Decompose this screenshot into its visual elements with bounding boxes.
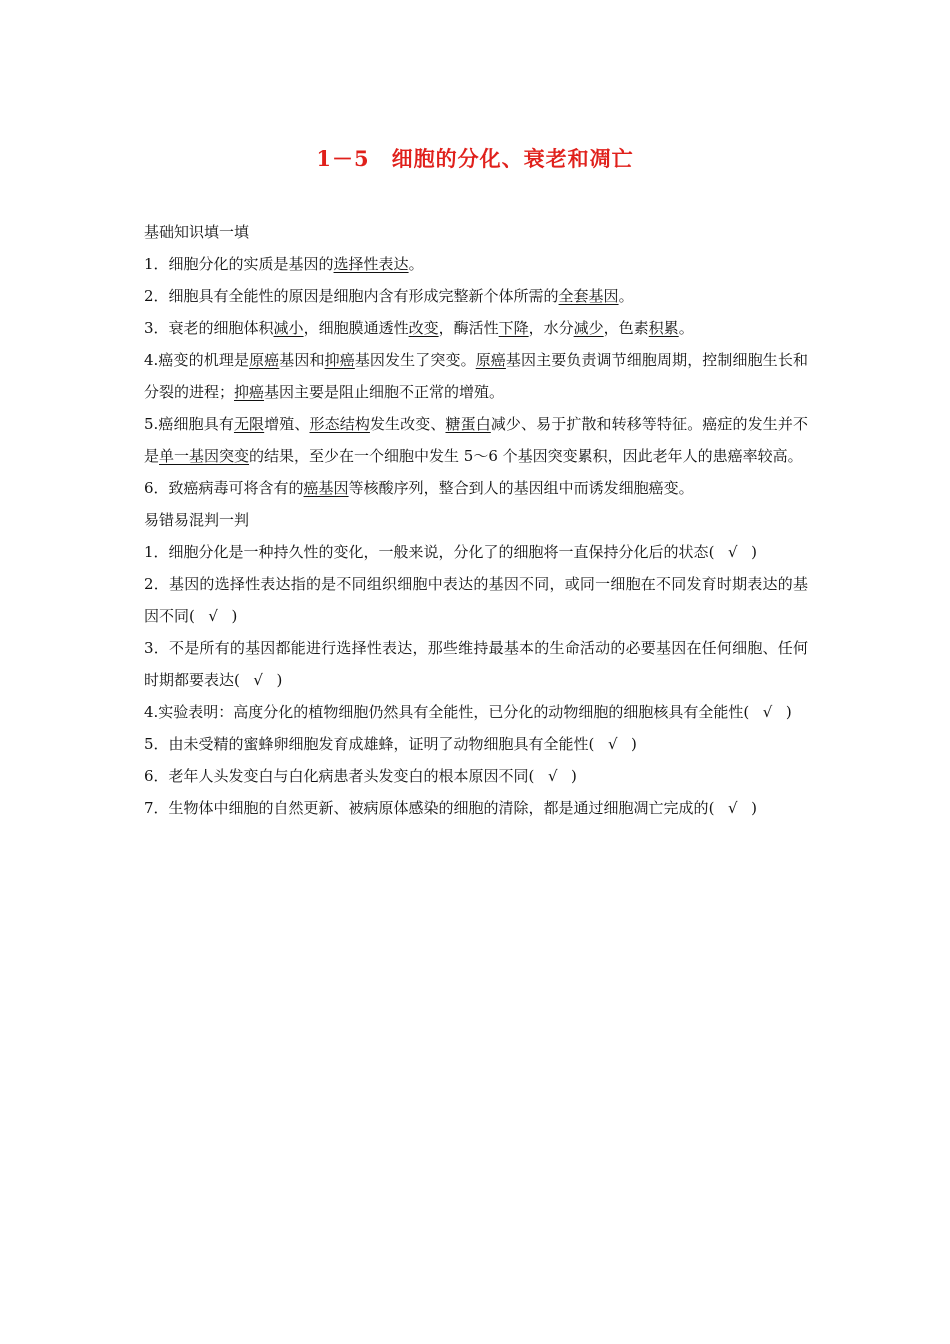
document-body xyxy=(144,216,808,824)
judgement-item: 2．基因的选择性表达指的是不同组织细胞中表达的基因不同，或同一细胞在不同发育时期表达的基因不同( √ ) xyxy=(144,568,808,632)
judgement-item: 4.实验表明：高度分化的植物细胞仍然具有全能性，已分化的动物细胞的细胞核具有全能性( √ ) xyxy=(144,696,808,728)
section2-heading: 易错易混判一判 xyxy=(144,511,250,529)
answer-underlined: 全套基因 xyxy=(558,287,619,305)
fill-in-list xyxy=(144,248,808,504)
item-text: 1．细胞分化的实质是基因的 xyxy=(144,255,334,273)
answer-underlined: 选择性表达 xyxy=(333,255,409,273)
item-text: 等核酸序列，整合到人的基因组中而诱发细胞癌变。 xyxy=(348,479,694,497)
answer-underlined: 下降 xyxy=(498,319,529,337)
item-text: ，色素 xyxy=(603,319,649,337)
answer-underlined: 原癌 xyxy=(249,351,280,369)
fill-in-item xyxy=(144,344,808,408)
item-text: 4.癌变的机理是 xyxy=(144,351,250,369)
item-text: 基因主要负责调节细胞周期，控制细胞生长和分裂的进程； xyxy=(144,351,808,401)
item-text: 的结果，至少在一个细胞中发生 5～6 个基因突变累积，因此老年人的患癌率较高。 xyxy=(249,447,803,465)
item-text: 6．致癌病毒可将含有的 xyxy=(144,479,304,497)
judgement-item: 6．老年人头发变白与白化病患者头发变白的根本原因不同( √ ) xyxy=(144,760,808,792)
item-text: 3．不是所有的基因都能进行选择性表达，那些维持最基本的生命活动的必要基因在任何细胞、任何时期都要表达 xyxy=(144,639,808,689)
fill-in-item xyxy=(144,312,808,344)
item-text: 减少、易于扩散和转移等特征。癌症的发生并不是 xyxy=(144,415,808,465)
answer-underlined: 原癌 xyxy=(475,351,506,369)
check-mark: √ xyxy=(243,671,273,689)
item-text: 5.癌细胞具有 xyxy=(144,415,234,433)
item-text: 1．细胞分化是一种持久性的变化，一般来说，分化了的细胞将一直保持分化后的状态 xyxy=(144,543,709,561)
check-mark: √ xyxy=(718,799,748,817)
answer-underlined: 无限 xyxy=(233,415,265,433)
judgement-item: 5．由未受精的蜜蜂卵细胞发育成雄蜂，证明了动物细胞具有全能性( √ ) xyxy=(144,728,808,760)
judgement-item: 1．细胞分化是一种持久性的变化，一般来说，分化了的细胞将一直保持分化后的状态( √ ) xyxy=(144,536,808,568)
item-text: 发生改变、 xyxy=(369,415,446,433)
answer-underlined: 单一基因突变 xyxy=(159,447,250,465)
item-text: 。 xyxy=(618,287,634,305)
check-mark: √ xyxy=(598,735,628,753)
answer-underlined: 形态结构 xyxy=(309,415,370,433)
check-mark: √ xyxy=(718,543,748,561)
fill-in-item xyxy=(144,248,808,280)
fill-in-item xyxy=(144,280,808,312)
judgement-item: 7．生物体中细胞的自然更新、被病原体感染的细胞的清除，都是通过细胞凋亡完成的( √ ) xyxy=(144,792,808,824)
item-text: 。 xyxy=(678,319,694,337)
section1-heading: 基础知识填一填 xyxy=(144,223,250,241)
item-text: ，细胞膜通透性 xyxy=(303,319,409,337)
item-text: 2．细胞具有全能性的原因是细胞内含有形成完整新个体所需的 xyxy=(144,287,559,305)
fill-in-item xyxy=(144,408,808,472)
answer-underlined: 抑癌 xyxy=(234,383,265,401)
item-text: 4.实验表明：高度分化的植物细胞仍然具有全能性，已分化的动物细胞的细胞核具有全能性 xyxy=(144,703,744,721)
answer-underlined: 糖蛋白 xyxy=(445,415,491,433)
judgement-item: 3．不是所有的基因都能进行选择性表达，那些维持最基本的生命活动的必要基因在任何细胞、任何时期都要表达( √ ) xyxy=(144,632,808,696)
item-text: 6．老年人头发变白与白化病患者头发变白的根本原因不同 xyxy=(144,767,529,785)
item-text: 基因主要是阻止细胞不正常的增殖。 xyxy=(264,383,505,401)
item-text: 基因发生了突变。 xyxy=(354,351,476,369)
judgement-list xyxy=(144,536,808,824)
item-text: 增殖、 xyxy=(264,415,310,433)
answer-underlined: 减少 xyxy=(573,319,604,337)
answer-underlined: 积累 xyxy=(648,319,679,337)
answer-underlined: 改变 xyxy=(408,319,439,337)
item-text: 3．衰老的细胞体积 xyxy=(144,319,274,337)
answer-underlined: 癌基因 xyxy=(303,479,349,497)
answer-underlined: 减小 xyxy=(273,319,304,337)
item-text: 基因和 xyxy=(279,351,325,369)
item-text: 2．基因的选择性表达指的是不同组织细胞中表达的基因不同，或同一细胞在不同发育时期表达的基因不同 xyxy=(144,575,808,625)
item-text: 5．由未受精的蜜蜂卵细胞发育成雄蜂，证明了动物细胞具有全能性 xyxy=(144,735,589,753)
check-mark: √ xyxy=(198,607,228,625)
item-text: 。 xyxy=(408,255,424,273)
item-text: 7．生物体中细胞的自然更新、被病原体感染的细胞的清除，都是通过细胞凋亡完成的 xyxy=(144,799,709,817)
check-mark: √ xyxy=(538,767,568,785)
fill-in-item xyxy=(144,472,808,504)
page-title: 1－5 细胞的分化、衰老和凋亡 xyxy=(316,146,634,171)
answer-underlined: 抑癌 xyxy=(324,351,355,369)
item-text: ，酶活性 xyxy=(438,319,499,337)
item-text: ，水分 xyxy=(528,319,574,337)
check-mark: √ xyxy=(753,703,782,721)
